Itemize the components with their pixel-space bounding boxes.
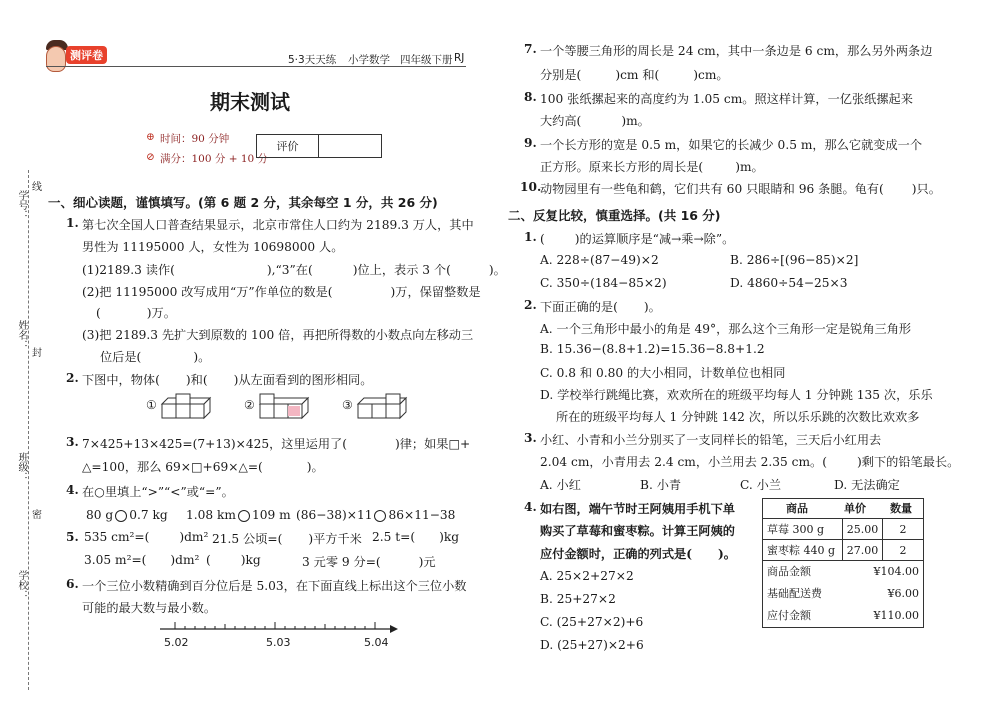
q9-number: 9. [524,136,537,150]
q1-line1: 第七次全国人口普查结果显示，北京市常住人口约为 2189.3 万人，其中 [82,218,474,232]
q2-figure-1 [160,392,212,422]
q1-part3-cont [100,348,210,365]
binding-student-id: 学号： [16,190,27,220]
s2q1-text-a: ( [540,232,545,246]
q9-line2 [540,158,764,175]
q2-figure-3 [356,392,408,422]
q4-circle-2[interactable] [238,510,250,522]
receipt-shipping [763,583,923,605]
q2-text-a: 下图中，物体( [82,373,160,387]
q2-text-c: )从左面看到的图形相同。 [233,373,373,387]
s2q4-line3 [540,545,736,562]
rating-box [256,134,382,158]
q5-row2-a [84,553,199,567]
q4-item-2-right: 109 m [251,508,291,522]
rating-blank[interactable] [319,135,381,157]
q1-p1-c: )位上，表示 3 个( [352,263,451,277]
q3-line2-b: )。 [306,460,324,474]
q3-line1 [82,435,470,452]
q4-number: 4. [66,483,79,497]
s2q1-option-c[interactable]: C. 350÷(184−85×2) [540,276,667,290]
s2q2-option-a[interactable]: A. 一个三角形中最小的角是 49°，那么这个三角形一定是锐角三角形 [540,322,912,336]
exam-time: 时间：90 分钟 [160,133,230,145]
s2q3-line2-a: 2.04 cm，小青用去 2.4 cm，小兰用去 2.35 cm。( [540,455,827,469]
s2q1-text-b: )的运算顺序是“减→乘→除”。 [574,232,735,246]
q4-item-1-left: 80 g [86,508,114,522]
receipt-row-2-item: 蜜枣粽 440 g [763,540,843,560]
clock-icon: ⊕ [146,131,155,143]
receipt-row-1-qty: 2 [899,523,907,536]
q5-r1c: 21.5 公顷=( [212,532,283,546]
q4-item-3-right: 86×11−38 [388,508,456,522]
receipt-row-1-item: 草莓 300 g [763,519,843,539]
s2q1-option-a[interactable]: A. 228÷(87−49)×2 [540,253,659,267]
s2q3-line2 [540,453,959,470]
s2q3-option-d[interactable]: D. 无法确定 [834,478,900,492]
s2q4-option-c[interactable]: C. (25+27×2)+6 [540,615,644,629]
q6-number: 6. [66,577,79,591]
q5-row1-a [84,530,208,544]
q9-line2-a: 正方形。原来长方形的周长是( [540,160,704,174]
logo-mascot [46,40,68,72]
order-receipt [762,498,924,628]
q4-intro: 在○里填上“>”“<”或“=”。 [82,485,234,499]
q7-number: 7. [524,42,537,56]
s2q1-text [540,230,734,247]
q6-line2: 可能的最大数与最小数。 [82,601,217,615]
q7-line2-a: 分别是( [540,68,582,82]
receipt-subtotal-value: ¥104.00 [873,565,919,578]
q5-r1b: )dm² [179,530,209,544]
q9-line2-b: )m。 [735,160,764,174]
s2q3-line2-b: )剩下的铅笔最长。 [857,455,960,469]
s2q1-option-b[interactable]: B. 286÷[(96−85)×2] [730,253,859,267]
q3-line2-a: △=100，那么 69×□+69×△=( [82,460,263,474]
binding-line-mark: 线 [32,182,42,193]
q1-p1-b: ),“3”在( [266,263,313,277]
q6-line1: 一个三位小数精确到百分位后是 5.03，在下面直线上标出这个三位小数 [82,579,467,593]
q1-p2-c: ( [96,306,101,320]
q1-p1-d: )。 [488,263,506,277]
q5-row2-b [206,553,261,567]
q6-tick-label-2: 5.03 [266,636,291,649]
receipt-total [763,605,923,627]
receipt-total-value: ¥110.00 [873,609,919,622]
logo-text: 测评卷 [66,46,107,64]
q5-r2d: )kg [240,553,261,567]
receipt-col-qty: 数量 [890,502,912,515]
q10-text-a: 动物园里有一些龟和鹤，它们共有 60 只眼睛和 96 条腿。龟有( [540,182,884,196]
receipt-row-2-price: 27.00 [843,540,883,560]
s2q2-option-c[interactable]: C. 0.8 和 0.80 的大小相同，计数单位也相同 [540,366,786,380]
section1-heading: 一、细心读题，谨慎填写。(第 6 题 2 分，其余每空 1 分，共 26 分) [48,195,438,210]
q6-tick-label-1: 5.02 [164,636,189,649]
binding-school: 学校： [16,570,27,600]
q1-part2 [82,283,481,300]
q5-r1f: )kg [439,530,460,544]
q7-line2-b: )cm 和( [615,68,660,82]
s2q2-number: 2. [524,298,537,312]
header-rule [46,66,466,67]
q2-label-1: ① [146,398,157,412]
q5-row1-c [372,530,459,544]
q4-item-3 [296,508,455,522]
q4-item-2-left: 1.08 km [186,508,236,522]
q5-r2e: 3 元零 9 分=( [302,555,381,569]
q8-number: 8. [524,90,537,104]
s2q4-line2: 购买了草莓和蜜枣粽。计算王阿姨的 [540,524,735,538]
s2q2-text-b: )。 [643,300,661,314]
q6-tick-label-3: 5.04 [364,636,389,649]
q2-label-2: ② [244,398,255,412]
receipt-row-2 [763,540,923,561]
q5-r2b: )dm² [170,553,200,567]
s2q4-line3-a: 应付金额时，正确的列式是( [540,547,693,561]
s2q3-line1: 小红、小青和小兰分别买了一支同样长的铅笔，三天后小红用去 [540,433,882,447]
receipt-row-1 [763,519,923,540]
binding-name: 姓名： [16,320,27,350]
check-icon: ⊘ [146,151,155,163]
receipt-col-price: 单价 [844,502,866,515]
receipt-shipping-value: ¥6.00 [887,587,919,600]
q5-r2c: ( [206,553,211,567]
q5-number: 5. [66,530,79,544]
q1-p2-b: )万，保留整数是 [390,285,481,299]
header-grade: 四年级下册 [400,54,453,66]
s2q3-option-b[interactable]: B. 小青 [640,478,682,492]
s2q3-option-c[interactable]: C. 小兰 [740,478,782,492]
q2-text-b: )和( [185,373,208,387]
q3-line2 [82,458,324,475]
s2q3-number: 3. [524,431,537,445]
q9-line1: 一个长方形的宽是 0.5 m，如果它的长减少 0.5 m，那么它就变成一个 [540,138,923,152]
q4-item-1 [86,508,168,522]
receipt-col-item: 商品 [786,502,808,515]
header-edition: RJ [454,52,465,64]
q8-line2-b: )m。 [621,114,650,128]
binding-seal-mark: 封 [32,348,42,359]
header-subject: 小学数学 [348,54,390,66]
q1-part1 [82,261,506,278]
q8-line1: 100 张纸摞起来的高度约为 1.05 cm。照这样计算，一亿张纸摞起来 [540,92,913,106]
s2q3-option-a[interactable]: A. 小红 [540,478,581,492]
q5-r1a: 535 cm²=( [84,530,150,544]
q10-text [540,180,941,197]
q5-row2-c [302,553,436,570]
q7-line1: 一个等腰三角形的周长是 24 cm，其中一条边是 6 cm，那么另外两条边 [540,44,933,58]
q7-line2-c: )cm。 [693,68,729,82]
q1-p1-a: (1)2189.3 读作( [82,263,175,277]
q8-line2-a: 大约高( [540,114,582,128]
header-series: 5·3天天练 [288,54,337,66]
q3-line1-a: 7×425+13×425=(7+13)×425，这里运用了( [82,437,347,451]
q5-r2a: 3.05 m²=( [84,553,147,567]
q1-p2-d: )万。 [146,306,176,320]
q1-p3-line1: (3)把 2189.3 先扩大到原数的 100 倍，再把所得数的小数点向左移动三 [82,328,474,342]
receipt-total-label: 应付金额 [767,609,811,622]
q6-number-line[interactable] [158,622,398,636]
s2q4-option-d[interactable]: D. (25+27)×2+6 [540,638,644,652]
receipt-row-1-price: 25.00 [843,519,883,539]
q3-line1-b: )律；如果□+ [394,437,471,451]
s2q2-option-d-cont: 所在的班级平均每人 1 分钟跳 142 次，所以乐乐跳的次数比欢欢多 [556,410,920,424]
q4-circle-1[interactable] [115,510,127,522]
binding-line [28,170,29,690]
q1-p3-c: )。 [193,350,211,364]
binding-class: 班级： [16,452,27,482]
q8-line2 [540,112,650,129]
q4-circle-3[interactable] [374,510,386,522]
rating-label: 评价 [257,135,319,157]
receipt-subtotal-label: 商品金额 [767,565,811,578]
binding-dense-mark: 密 [32,510,42,521]
q2-label-3: ③ [342,398,353,412]
s2q4-number: 4. [524,500,537,514]
q10-number: 10. [520,180,542,194]
q10-text-b: )只。 [911,182,941,196]
q5-r2f: )元 [418,555,436,569]
s2q1-option-d[interactable]: D. 4860÷54−25×3 [730,276,848,290]
q1-p3-b: 位后是( [100,350,142,364]
s2q4-option-b[interactable]: B. 25+27×2 [540,592,616,606]
q5-r1d: )平方千米 [308,532,362,546]
q2-figure-2 [258,392,310,422]
q4-item-1-right: 0.7 kg [129,508,168,522]
q5-r1e: 2.5 t=( [372,530,416,544]
section2-heading: 二、反复比较，慎重选择。(共 16 分) [508,208,721,223]
s2q4-option-a[interactable]: A. 25×2+27×2 [540,569,634,583]
receipt-subtotal [763,561,923,583]
s2q4-line3-b: )。 [718,547,736,561]
receipt-shipping-label: 基础配送费 [767,587,822,600]
s2q2-option-d[interactable]: D. 学校举行跳绳比赛，欢欢所在的班级平均每人 1 分钟跳 135 次，乐乐 [540,388,933,402]
q5-row1-b [212,530,362,547]
q2-text [82,371,372,388]
q3-number: 3. [66,435,79,449]
exam-title: 期末测试 [210,90,290,114]
q2-number: 2. [66,371,79,385]
q1-line2: 男性为 11195000 人，女性为 10698000 人。 [82,240,344,254]
q4-item-3-left: (86−38)×11 [296,508,373,522]
q4-item-2 [186,508,291,522]
s2q2-text-a: 下面正确的是( [540,300,618,314]
receipt-row-2-qty: 2 [899,544,907,557]
s2q2-option-b[interactable]: B. 15.36−(8.8+1.2)=15.36−8.8+1.2 [540,342,765,356]
q1-p2-a: (2)把 11195000 改写成用“万”作单位的数是( [82,285,333,299]
receipt-header-row [763,499,923,519]
s2q2-text [540,298,661,315]
s2q1-number: 1. [524,230,537,244]
q1-number: 1. [66,216,79,230]
s2q4-line1: 如右图，端午节时王阿姨用手机下单 [540,502,735,516]
exam-score: 满分：100 分 + 10 分 [160,153,269,165]
q7-line2 [540,66,729,83]
q1-part2-cont [96,304,176,321]
